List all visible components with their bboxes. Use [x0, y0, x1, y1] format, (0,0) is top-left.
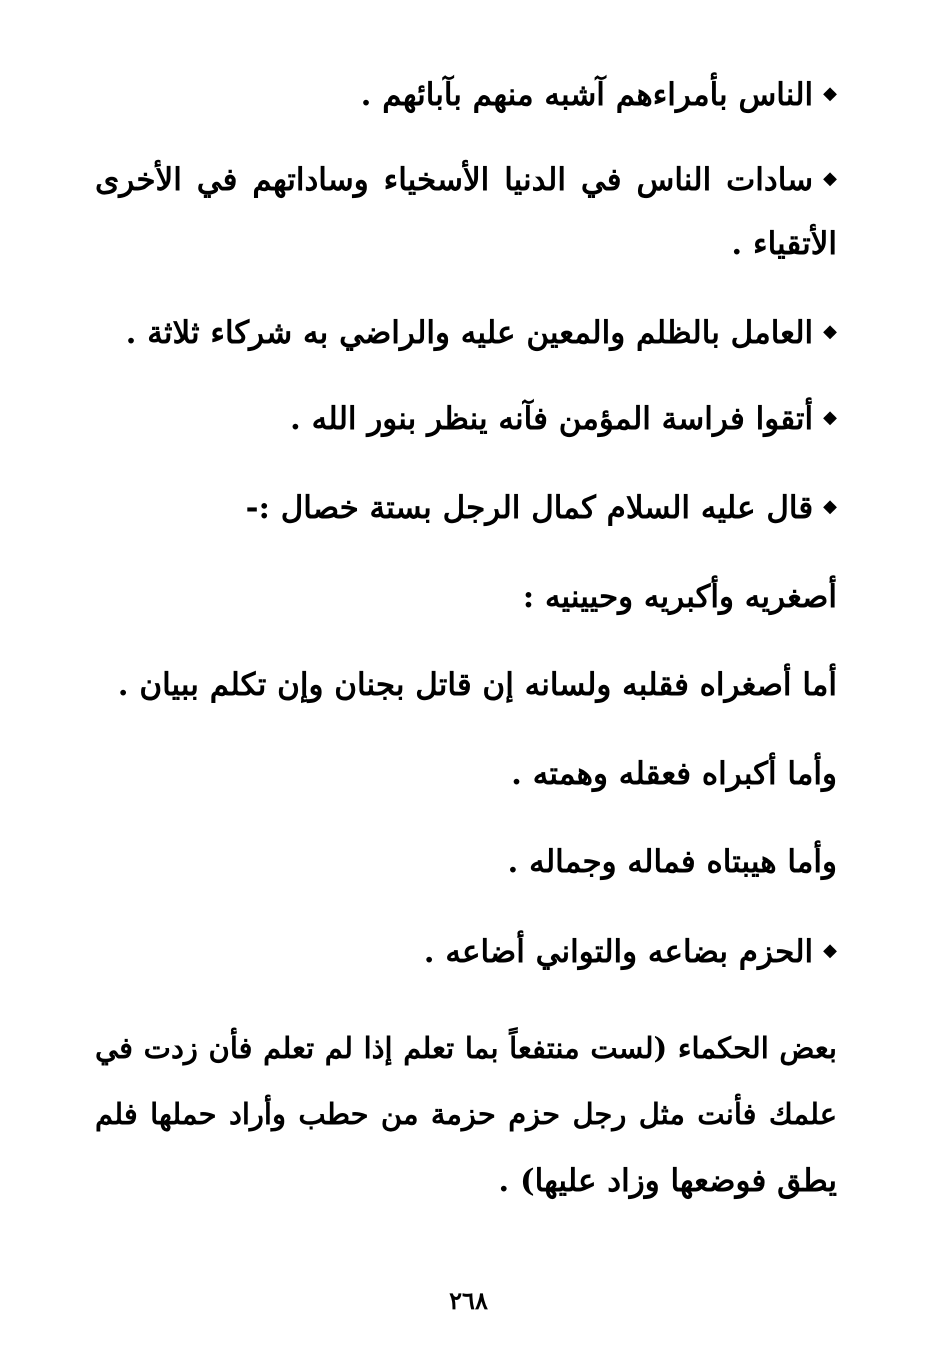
line-text: وأما أكبراه فعقله وهمته .: [511, 756, 837, 792]
line-text: بعض الحكماء (لست منتفعاً بما تعلم إذا لم تعلم فأن زدت في: [95, 1031, 837, 1065]
text-line-10: [95, 840, 837, 884]
text-line-14: [95, 1159, 837, 1203]
line-text: أصغريه وأكبريه وحيينيه :: [522, 579, 837, 615]
text-line-7: [95, 575, 837, 619]
page-number: ٢٦٨: [449, 1286, 488, 1315]
diamond-bullet-icon: ◆: [823, 495, 837, 517]
line-text: قال عليه السلام كمال الرجل بستة خصال :-: [245, 490, 814, 526]
diamond-bullet-icon: ◆: [823, 406, 837, 428]
text-line-8: [95, 663, 837, 707]
text-line-3: [95, 222, 837, 266]
line-text: أما أصغراه فقلبه ولسانه إن قاتل بجنان وإن تكلم ببيان .: [117, 667, 837, 703]
line-text: الأتقياء .: [731, 226, 837, 262]
text-line-1: [95, 73, 837, 119]
text-line-4: [95, 311, 837, 357]
text-line-9: [95, 752, 837, 796]
text-line-12: [95, 1026, 837, 1070]
diamond-bullet-icon: ◆: [823, 320, 837, 342]
text-line-5: [95, 397, 837, 443]
diamond-bullet-icon: ◆: [823, 82, 837, 104]
text-line-2: [95, 158, 837, 204]
line-text: الحزم بضاعه والتواني أضاعه .: [423, 934, 814, 970]
line-text: الناس بأمراءهم آشبه منهم بآبائهم .: [360, 77, 814, 113]
line-text: يطق فوضعها وزاد عليها) .: [498, 1163, 837, 1199]
text-line-13: [95, 1092, 837, 1136]
line-text: سادات الناس في الدنيا الأسخياء وساداتهم في الأخرى: [95, 162, 814, 198]
line-text: العامل بالظلم والمعين عليه والراضي به شركاء ثلاثة .: [125, 315, 814, 351]
text-line-6: [95, 486, 837, 532]
line-text: علمك فأنت مثل رجل حزم حزمة من حطب وأراد حملها فلم: [95, 1097, 837, 1131]
diamond-bullet-icon: ◆: [823, 939, 837, 961]
line-text: أتقوا فراسة المؤمن فآنه ينظر بنور الله .: [290, 401, 814, 437]
diamond-bullet-icon: ◆: [823, 167, 837, 189]
line-text: وأما هيبتاه فماله وجماله .: [507, 844, 837, 880]
text-line-11: [95, 930, 837, 976]
